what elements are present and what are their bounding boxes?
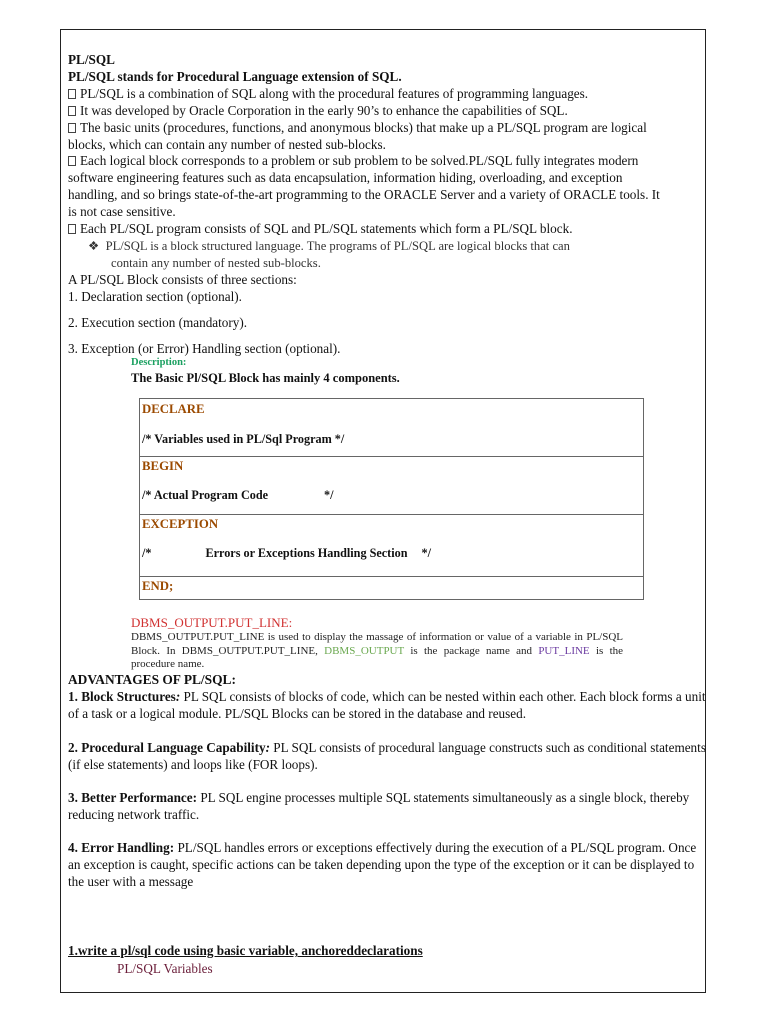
- bullet-item: It was developed by Oracle Corporation in the early 90’s to enhance the capabilities of SQL.: [68, 103, 568, 120]
- bullet-continuation: software engineering features such as data encapsulation, information hiding, overloading, and exception: [68, 170, 623, 185]
- sub-bullet-continuation: contain any number of nested sub-blocks.: [111, 256, 321, 270]
- square-bullet-icon: [68, 156, 76, 166]
- procedure-name: PUT_LINE: [538, 644, 590, 657]
- square-bullet-icon: [68, 224, 76, 234]
- page-title: PL/SQL: [68, 52, 115, 67]
- bullet-item: Each PL/SQL program consists of SQL and PL/SQL statements which form a PL/SQL block.: [68, 221, 573, 238]
- dbms-output-description: DBMS_OUTPUT.PUT_LINE is used to display the massage of information or value of a variable in PL/SQL Block. In DBMS_OUTPUT.PUT_LINE, DBMS_OUTPUT is the package name and PUT_LINE is the procedure name.: [131, 631, 624, 671]
- description-label: Description:: [131, 357, 187, 368]
- bullet-item: PL/SQL is a combination of SQL along with the procedural features of programming languages.: [68, 86, 588, 103]
- plsql-block-table: [139, 398, 644, 600]
- bullet-continuation: is not case sensitive.: [68, 204, 176, 219]
- variables-heading: PL/SQL Variables: [117, 961, 213, 976]
- exception-keyword: EXCEPTION: [142, 517, 219, 531]
- declare-comment: /* Variables used in PL/Sql Program */: [142, 432, 345, 446]
- square-bullet-icon: [68, 89, 76, 99]
- section-item: 3. Exception (or Error) Handling section (optional).: [68, 341, 341, 356]
- bullet-item: The basic units (procedures, functions, and anonymous blocks) that make up a PL/SQL program are logical: [68, 120, 647, 137]
- bullet-continuation: handling, and so brings state-of-the-art programming to the ORACLE Server and a variety of ORACLE tools. It: [68, 187, 660, 202]
- advantage-item: 2. Procedural Language Capability: PL SQL consists of procedural language constructs such as conditional statements (if else statements) and loops like (FOR loops).: [68, 740, 706, 772]
- diamond-bullet-icon: ❖: [88, 239, 100, 253]
- square-bullet-icon: [68, 123, 76, 133]
- bullet-item: Each logical block corresponds to a problem or sub problem to be solved.PL/SQL fully integrates modern: [68, 153, 638, 170]
- package-name: DBMS_OUTPUT: [324, 644, 405, 657]
- declare-keyword: DECLARE: [142, 402, 205, 416]
- begin-keyword: BEGIN: [142, 459, 184, 473]
- section-item: 2. Execution section (mandatory).: [68, 315, 248, 330]
- square-bullet-icon: [68, 106, 76, 116]
- dbms-output-title: DBMS_OUTPUT.PUT_LINE:: [131, 615, 293, 630]
- end-row: [140, 576, 643, 600]
- advantage-item: 4. Error Handling: PL/SQL handles errors or exceptions effectively during the execution of a PL/SQL program. Once an exception is caught, specific actions can be taken depending upon the type of the exception or it can be displayed to the user with a message: [68, 840, 697, 889]
- sub-bullet: ❖ PL/SQL is a block structured language. The programs of PL/SQL are logical blocks that can: [88, 239, 570, 253]
- bullet-continuation: blocks, which can contain any number of nested sub-blocks.: [68, 137, 386, 152]
- end-keyword: END;: [142, 579, 174, 593]
- task-heading: 1.write a pl/sql code using basic variable, anchoreddeclarations: [68, 943, 423, 958]
- begin-comment: /* Actual Program Code */: [142, 488, 334, 502]
- sections-intro: A PL/SQL Block consists of three sections:: [68, 272, 297, 287]
- advantage-item: 1. Block Structures: PL SQL consists of blocks of code, which can be nested within each other. Each block forms a unit of a task or a logical module. PL/SQL Blocks can be stored in the database and reused.: [68, 689, 706, 721]
- section-item: 1. Declaration section (optional).: [68, 289, 242, 304]
- page-subtitle: PL/SQL stands for Procedural Language extension of SQL.: [68, 69, 402, 84]
- declare-row: [140, 399, 643, 457]
- begin-row: [140, 456, 643, 515]
- description-text: The Basic Pl/SQL Block has mainly 4 components.: [131, 371, 400, 385]
- advantages-heading: ADVANTAGES OF PL/SQL:: [68, 672, 236, 687]
- exception-row: [140, 514, 643, 577]
- exception-comment: /* Errors or Exceptions Handling Section */: [142, 546, 431, 560]
- advantage-item: 3. Better Performance: PL SQL engine processes multiple SQL statements simultaneously as a single block, thereby reducing network traffic.: [68, 790, 690, 822]
